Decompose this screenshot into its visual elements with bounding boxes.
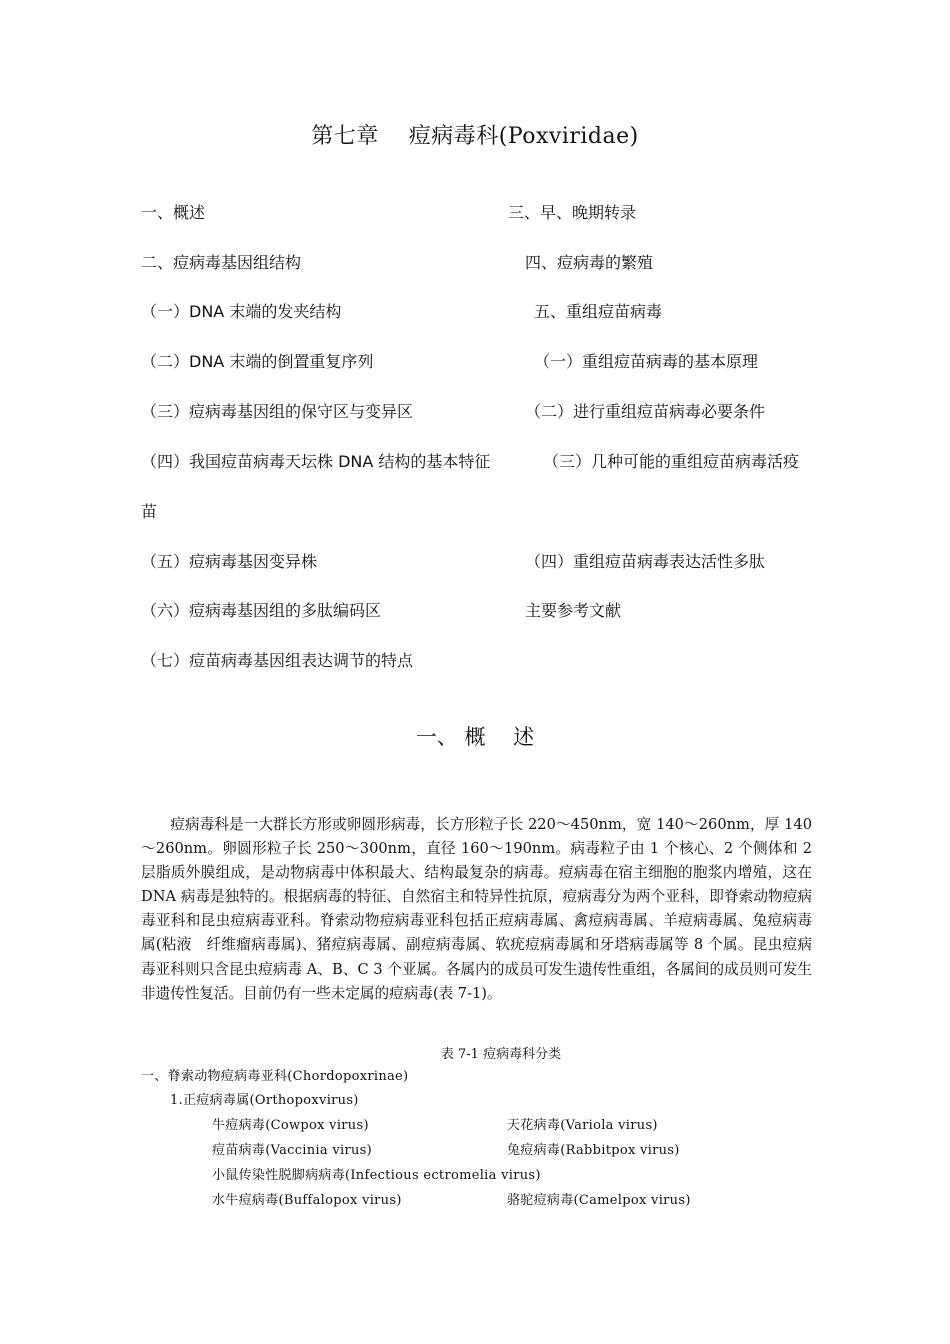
toc-item: （二）进行重组痘苗病毒必要条件	[525, 402, 766, 421]
toc-item: （五）痘病毒基因变异株	[141, 552, 318, 571]
section-heading: 一、 概 述	[415, 725, 535, 749]
table-row-right: 天花病毒(Variola virus)	[507, 1118, 658, 1133]
toc-item: 主要参考文献	[525, 601, 622, 620]
table-row-left: 水牛痘病毒(Buffalopox virus)	[212, 1193, 402, 1208]
toc-item: （四）我国痘苗病毒天坛株 DNA 结构的基本特征	[141, 452, 491, 471]
toc-item: 三、早、晚期转录	[508, 203, 637, 222]
toc-item: 一、概述	[141, 203, 206, 222]
table-row-left: 小鼠传染性脱脚病病毒(Infectious ectromelia virus)	[212, 1168, 541, 1183]
toc-item: 五、重组痘苗病毒	[534, 302, 663, 321]
chapter-title: 第七章 痘病毒科(Poxviridae)	[311, 124, 639, 149]
table-genus: 1.正痘病毒属(Orthopoxvirus)	[170, 1093, 359, 1108]
toc-item: （一）DNA 末端的发夹结构	[141, 302, 342, 321]
toc-item: （四）重组痘苗病毒表达活性多肽	[525, 552, 766, 571]
toc-item: （七）痘苗病毒基因组表达调节的特点	[141, 651, 414, 670]
table-subfamily: 一、脊索动物痘病毒亚科(Chordopoxrinae)	[141, 1069, 409, 1084]
table-row-left: 牛痘病毒(Cowpox virus)	[212, 1118, 369, 1133]
toc-item: 四、痘病毒的繁殖	[525, 253, 654, 272]
toc-item: （三）痘病毒基因组的保守区与变异区	[141, 402, 414, 421]
toc-item: （一）重组痘苗病毒的基本原理	[534, 352, 759, 371]
table-caption: 表 7-1 痘病毒科分类	[440, 1047, 562, 1062]
table-row-right: 骆驼痘病毒(Camelpox virus)	[507, 1193, 691, 1208]
toc-item: 苗	[141, 502, 158, 521]
table-row-right: 兔痘病毒(Rabbitpox virus)	[507, 1143, 680, 1158]
table-row-left: 痘苗病毒(Vaccinia virus)	[212, 1143, 372, 1158]
body-paragraph: 痘病毒科是一大群长方形或卵圆形病毒，长方形粒子长 220～450nm，宽 140～260nm，厚 140～260nm。卵圆形粒子长 250～300nm，直径 160～190nm。病毒粒子由 1 个核心、2 个侧体和 2 层脂质外膜组成，是动物病毒中体积最大、结构最复杂的病毒。痘病毒在宿主细胞的胞浆内增殖，这在 DNA 病毒是独特的。根据病毒的特征、自然宿主和特异性抗原，痘病毒分为两个亚科，即脊索动物痘病毒亚科和昆虫痘病毒亚科。脊索动物痘病毒亚科包括正痘病毒属、禽痘病毒属、羊痘病毒属、兔痘病毒属(粘液 纤维瘤病毒属)、猪痘病毒属、副痘病毒属、软疣痘病毒属和牙塔病毒属等 8 个属。昆虫痘病毒亚科则只含昆虫痘病毒 A、B、C 3 个亚属。各属内的成员可发生遗传性重组，各属间的成员则可发生非遗传性复活。目前仍有一些未定属的痘病毒(表 7-1)。	[141, 816, 812, 1002]
toc-item: （六）痘病毒基因组的多肽编码区	[141, 601, 382, 620]
toc-item: 二、痘病毒基因组结构	[141, 253, 302, 272]
toc-item: （三）几种可能的重组痘苗病毒活疫	[543, 452, 800, 471]
toc-item: （二）DNA 末端的倒置重复序列	[141, 352, 374, 371]
